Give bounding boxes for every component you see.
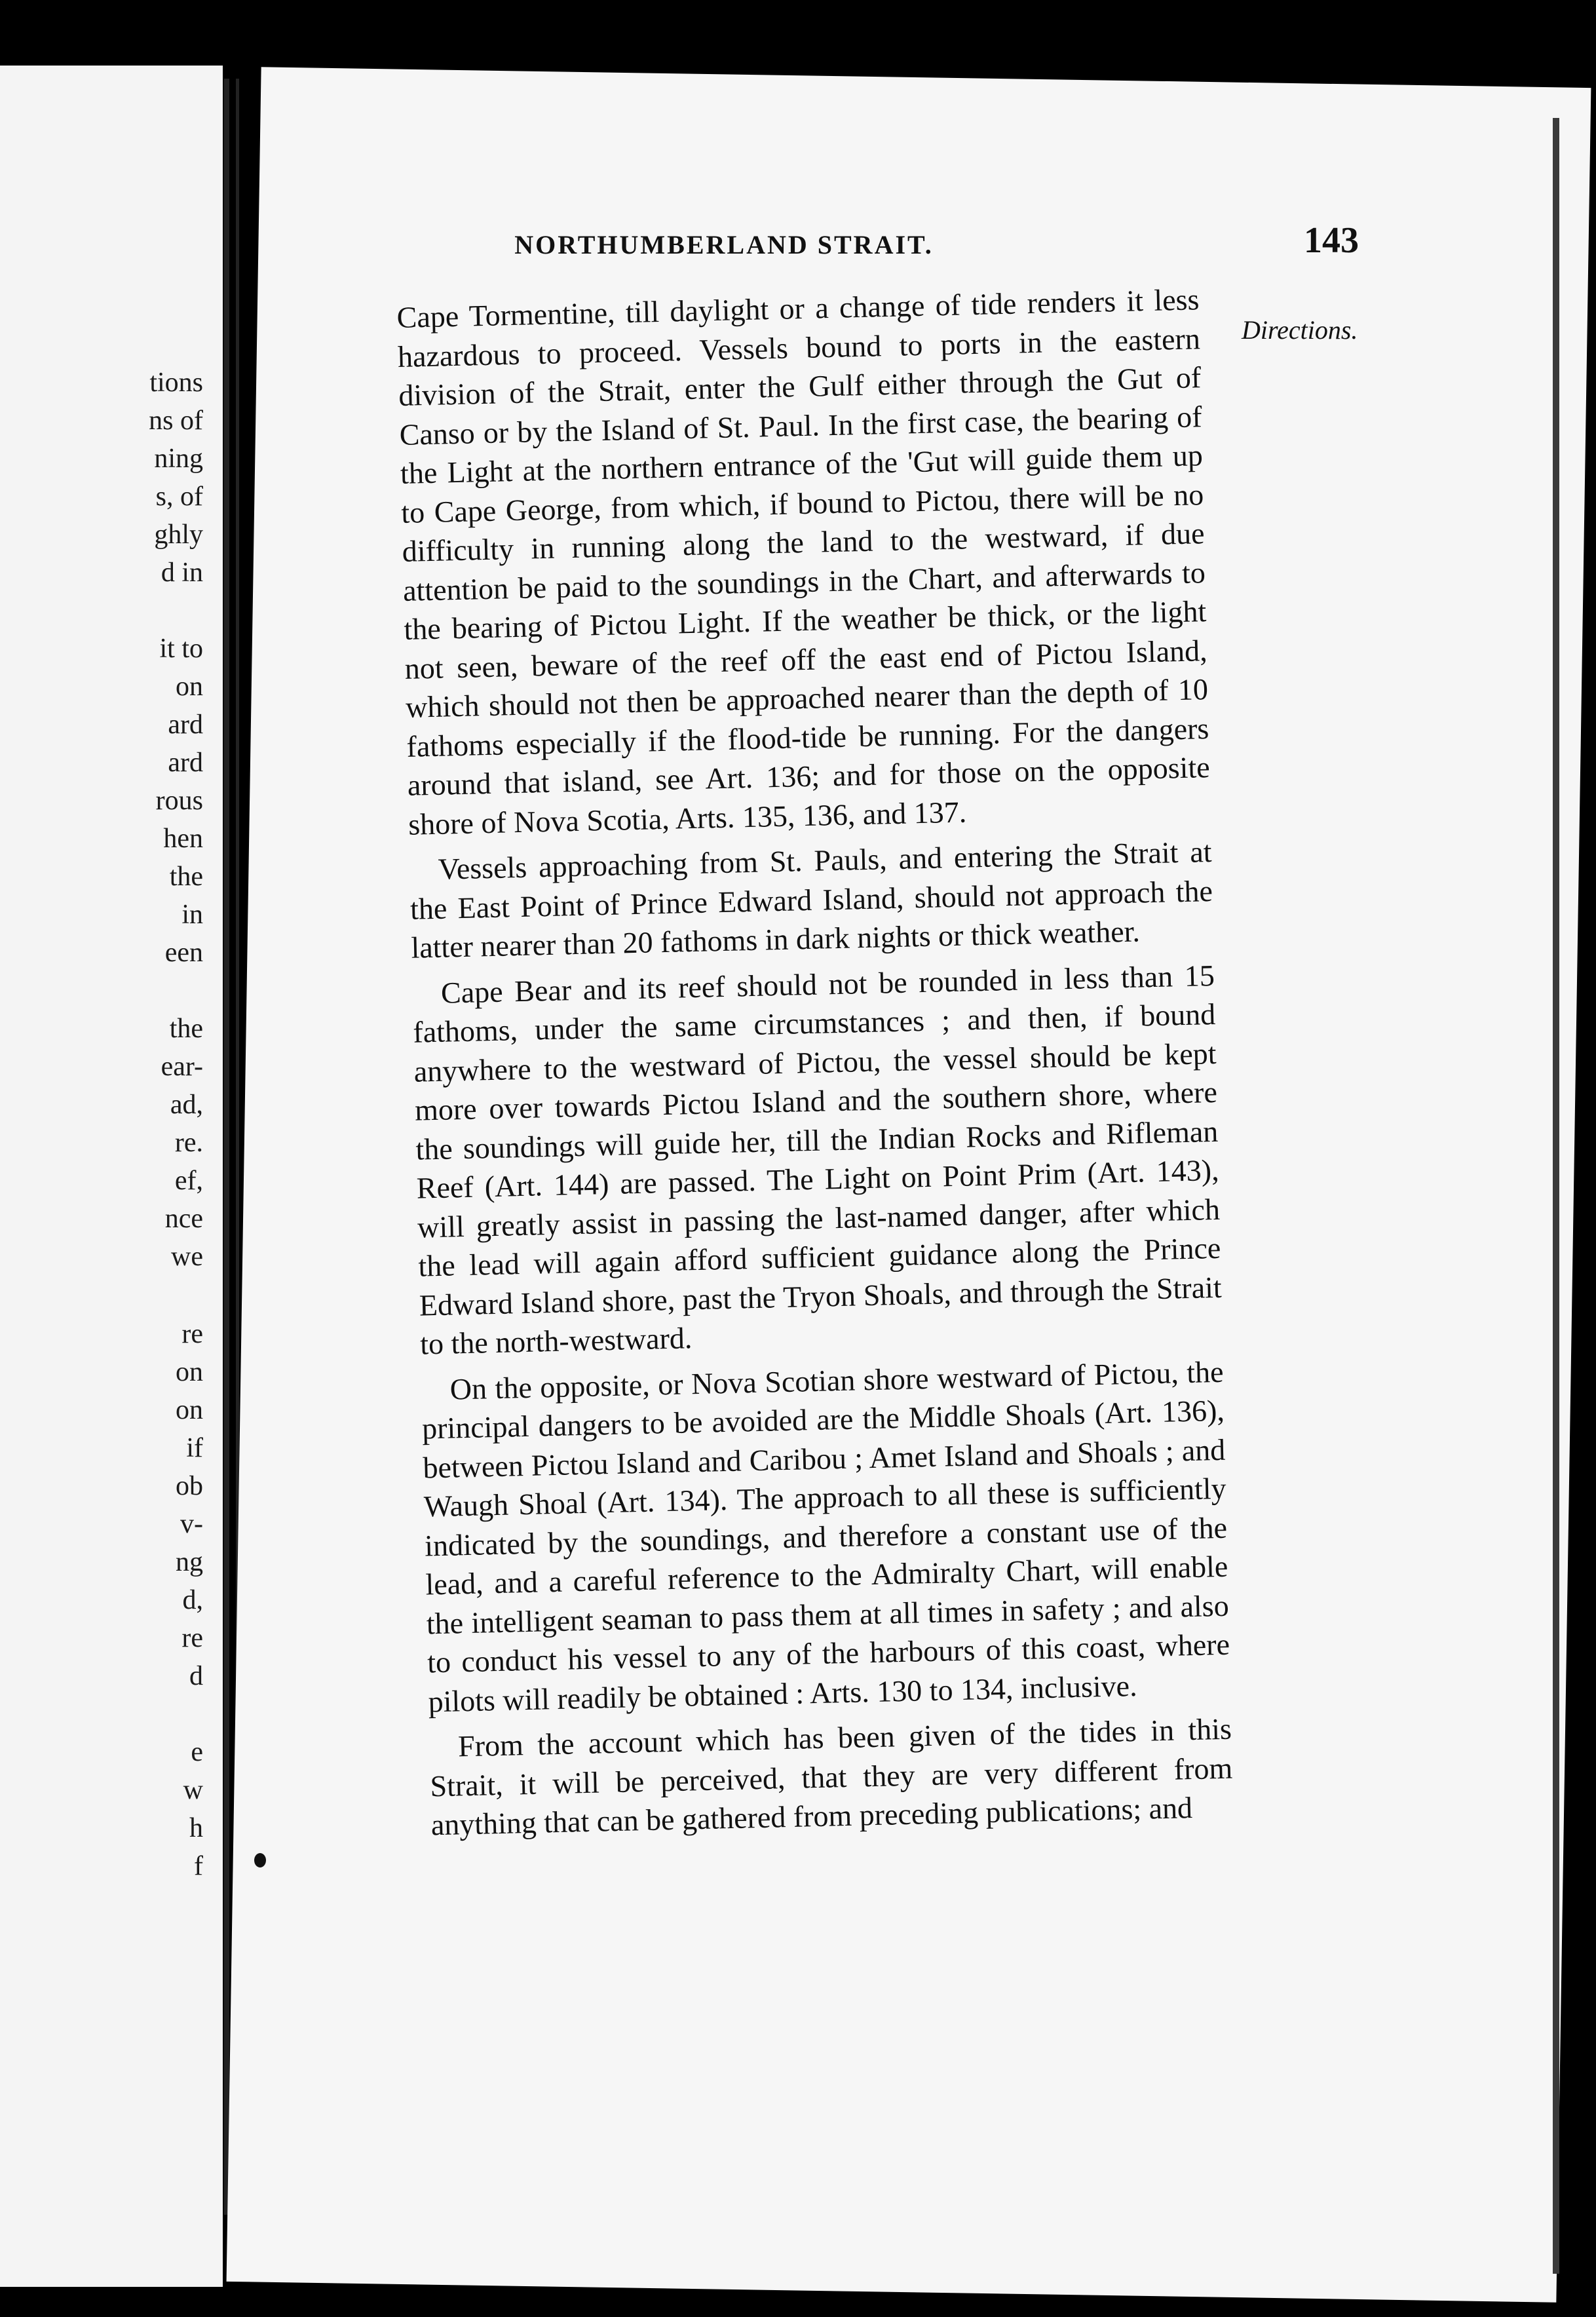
page-edge-shadow bbox=[1553, 118, 1559, 2274]
facing-page-fragment: on bbox=[176, 672, 203, 702]
facing-page-fragment: if bbox=[186, 1433, 203, 1463]
ink-speck bbox=[254, 1853, 266, 1867]
facing-page-fragment: ns of bbox=[149, 406, 203, 436]
body-text bbox=[396, 280, 1234, 1851]
facing-page-fragment: ning bbox=[154, 444, 203, 474]
facing-page-fragment: the bbox=[169, 862, 203, 892]
facing-page-fragment: w bbox=[183, 1775, 203, 1805]
facing-page-fragment: ear- bbox=[161, 1052, 203, 1082]
paragraph: Cape Bear and its reef should not be rounded in less than 15 fathoms, under the same circumstances ; and then, if bound anywhere to the westward of Pictou, the vessel should be kept more over towards Pictou Island and the southern shore, where the soundings will guide her, till the Indian Rocks and Rifleman Reef (Art. 144) are passed. The Light on Point Prim (Art. 143), will greatly assist in passing the last-named danger, after which the lead will again afford sufficient guidance along the Prince Edward Island shore, past the Tryon Shoals, and through the Strait to the north-westward. bbox=[412, 958, 1223, 1361]
facing-page-fragment: ghly bbox=[154, 520, 203, 550]
facing-page-fragment: d in bbox=[161, 558, 203, 588]
facing-page-fragment: ad, bbox=[170, 1090, 203, 1120]
facing-page-fragment: rous bbox=[155, 786, 203, 816]
paragraph: From the account which has been given of the tides in this Strait, it will be perceived, that they are very different from anything that can be gathered from preceding publications; and bbox=[429, 1712, 1233, 1842]
paragraph: On the opposite, or Nova Scotian shore westward of Pictou, the principal dangers to be avoided are the Middle Shoals (Art. 136), between Pictou Island and Caribou ; Amet Island and Shoals ; and Waugh Shoal (Art. 134). The approach to all these is sufficiently indicated by the soundings, and therefore a constant use of the lead, and a careful reference to the Admiralty Chart, will enable the intelligent seaman to pass them at all times in safety ; and also to conduct his vessel to any of the harbours of this coast, where pilots will readily be obtained : Arts. 130 to 134, inclusive. bbox=[421, 1354, 1230, 1718]
facing-page-fragment: re. bbox=[174, 1128, 203, 1158]
facing-page-fragment: ob bbox=[176, 1471, 203, 1501]
paragraph: Cape Tormentine, till daylight or a change of tide renders it less hazardous to proceed. Vessels bound to ports in the eastern division of the Strait, enter the Gulf either through the Gut of Canso or by the Island of St. Paul. In the first case, the bearing of the Light at the northern entrance of the 'Gut will guide them up to Cape George, from which, if bound to Pictou, there will be no difficulty in running along the land to the westward, if due attention be paid to the soundings in the Chart, and afterwards to the bearing of Pictou Light. If the weather be thick, or the light not seen, beware of the reef off the east end of Pictou Island, which should not then be approached nearer than the depth of 10 fathoms especially if the flood-tide be running. For the dangers around that island, see Art. 136; and for those on the opposite shore of Nova Scotia, Arts. 135, 136, and 137. bbox=[396, 282, 1211, 841]
facing-page-fragment: ard bbox=[168, 748, 203, 778]
facing-page-fragment: in bbox=[181, 900, 203, 930]
gutter-shadow bbox=[224, 79, 229, 2215]
facing-page-fragment: on bbox=[176, 1357, 203, 1387]
facing-page-fragment: d bbox=[189, 1661, 203, 1691]
facing-page-edge bbox=[0, 66, 223, 2287]
facing-page-fragment: it to bbox=[159, 634, 203, 664]
facing-page-fragment: re bbox=[181, 1623, 203, 1653]
facing-page-fragment: v- bbox=[180, 1509, 203, 1539]
facing-page-fragment: the bbox=[169, 1014, 203, 1044]
facing-page-fragment: s, of bbox=[155, 482, 203, 512]
facing-page-fragment: ard bbox=[168, 710, 203, 740]
facing-page-fragment: tions bbox=[149, 368, 203, 398]
facing-page-fragment: ef, bbox=[174, 1166, 203, 1196]
facing-page-fragment: on bbox=[176, 1395, 203, 1425]
facing-page-fragment: een bbox=[164, 938, 203, 968]
facing-page-fragment: d, bbox=[182, 1585, 203, 1615]
facing-page-fragment: ng bbox=[176, 1547, 203, 1577]
page-number: 143 bbox=[1304, 220, 1359, 261]
facing-page-fragment: hen bbox=[163, 824, 203, 854]
margin-note: Directions. bbox=[1242, 315, 1358, 345]
facing-page-fragment: we bbox=[171, 1242, 203, 1272]
facing-page-fragment: h bbox=[189, 1813, 203, 1843]
paragraph: Vessels approaching from St. Pauls, and entering the Strait at the East Point of Prince Edward Island, should not approach the latter nearer than 20 fathoms in dark nights or thick weather. bbox=[409, 834, 1213, 965]
facing-page-fragment: e bbox=[191, 1737, 203, 1767]
facing-page-fragment: nce bbox=[164, 1204, 203, 1234]
facing-page-fragment: f bbox=[194, 1851, 203, 1881]
facing-page-fragment: re bbox=[181, 1319, 203, 1349]
running-head: NORTHUMBERLAND STRAIT. bbox=[514, 230, 934, 259]
